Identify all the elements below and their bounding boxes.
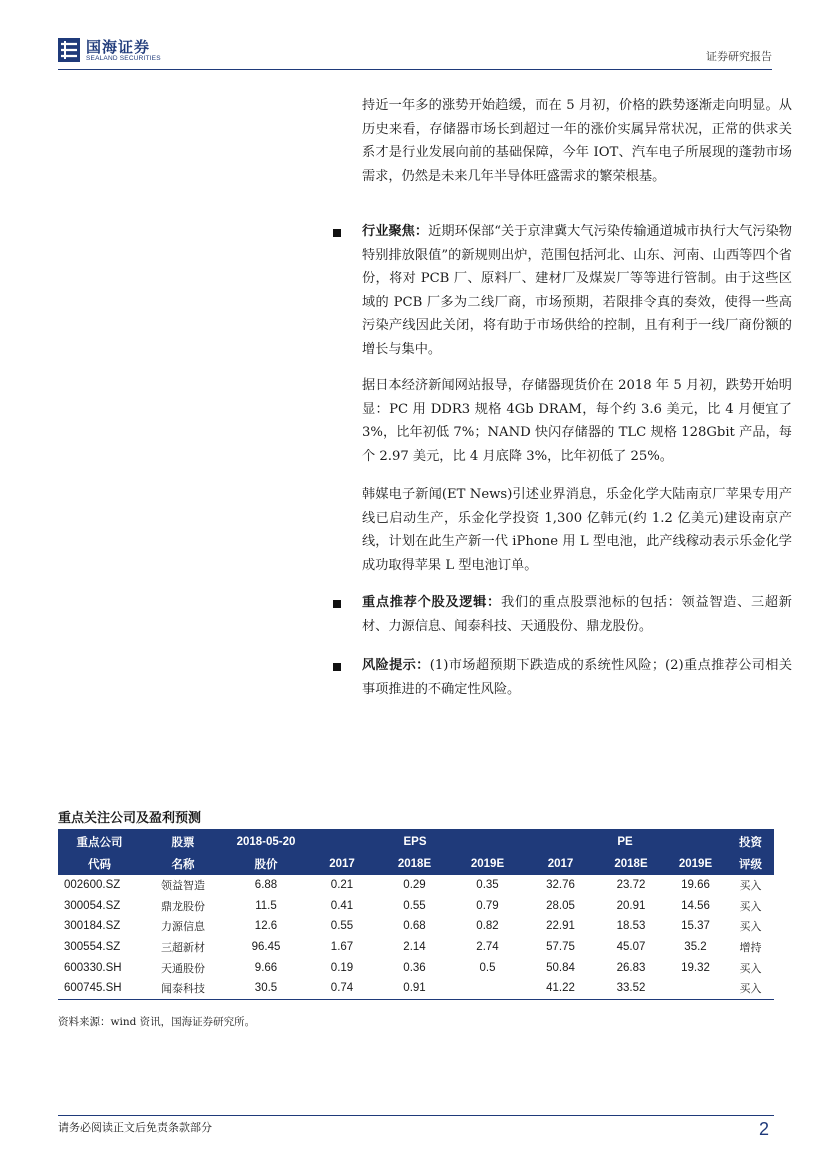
header-divider (58, 69, 772, 70)
cell-name: 领益智造 (161, 879, 205, 893)
risk-text: (1)市场超预期下跌造成的系统性风险；(2)重点推荐公司相关事项推进的不确定性风险。 (362, 658, 793, 697)
col-subheader: 名称 (141, 853, 225, 875)
cell-pe-2019e (664, 978, 727, 999)
cell-pe-2019e: 15.37 (681, 920, 710, 933)
cell-pe-2018e: 18.53 (616, 920, 646, 933)
cell-eps-2017: 0.21 (330, 879, 354, 892)
bullet-recommended-stocks (333, 600, 341, 608)
cell-eps-2018e: 0.68 (403, 920, 426, 933)
col-header-stock: 股票 (141, 830, 225, 853)
cell-rating: 买入 (739, 879, 762, 893)
forecast-table (58, 830, 774, 1000)
cell-pe-2019e: 19.32 (681, 961, 710, 974)
cell-eps-2018e: 0.36 (403, 961, 426, 974)
cell-rating: 买入 (739, 899, 762, 913)
paragraph-risk (362, 654, 792, 701)
table-header-row-2 (58, 853, 774, 875)
table-source: 资料来源：wind 资讯，国海证券研究所。 (58, 1016, 256, 1028)
table-header-row-1 (58, 830, 774, 853)
recommended-stocks-text: 我们的重点股票池标的包括：领益智造、三超新材、力源信息、闻泰科技、天通股份、鼎龙股份。 (362, 595, 792, 634)
cell-code: 600330.SH (64, 961, 122, 974)
logo-en-text: SEALAND SECURITIES (86, 55, 161, 62)
col-subheader: 2017 (307, 853, 377, 875)
cell-eps-2017: 0.74 (307, 978, 377, 999)
cell-pe-2018e: 23.72 (616, 879, 646, 892)
col-subheader: 代码 (58, 853, 141, 875)
bullet-risk (333, 663, 341, 671)
footer-divider (58, 1115, 774, 1116)
table-row (58, 916, 774, 937)
cell-name: 鼎龙股份 (161, 899, 205, 913)
col-header-code: 重点公司 (58, 830, 141, 853)
page-number: 2 (758, 1119, 769, 1139)
col-header-rating: 投资 (727, 830, 774, 853)
cell-eps-2017: 1.67 (330, 941, 354, 954)
cell-eps-2019e: 0.79 (476, 899, 499, 912)
table-row (58, 957, 774, 978)
cell-pe-2019e: 35.2 (684, 941, 707, 954)
cell-price: 30.5 (225, 978, 307, 999)
recommended-stocks-label: 重点推荐个股及逻辑： (362, 595, 501, 610)
cell-code: 002600.SZ (64, 879, 121, 892)
cell-price: 96.45 (251, 941, 281, 954)
cell-eps-2019e: 0.5 (479, 961, 496, 974)
cell-pe-2017: 22.91 (546, 920, 575, 933)
cell-pe-2019e: 14.56 (681, 899, 710, 912)
cell-pe-2018e: 33.52 (598, 978, 664, 999)
report-type: 证券研究报告 (706, 50, 772, 63)
industry-focus-text: 近期环保部“关于京津冀大气污染传输通道城市执行大气污染物特别排放限值”的新规则出炉，范围包括河北、山东、河南、山西等四个省份，将对 PCB 厂、原料厂、建材厂及煤炭厂等等进行管制。由于这些区域的 PCB 厂多为二线厂商，市场预期，若限排令真的奏效，使得一些高污染产线因此关闭，将有助于市场供给的控制，且有利于一线厂商份额的增长与集中。 (362, 224, 792, 357)
bullet-industry-focus (333, 229, 341, 237)
cell-pe-2017: 57.75 (546, 941, 575, 954)
cell-name: 力源信息 (161, 920, 205, 934)
cell-eps-2019e: 2.74 (476, 941, 499, 954)
table-row (58, 875, 774, 896)
cell-code: 600745.SH (58, 978, 141, 999)
cell-code: 300054.SZ (64, 899, 121, 912)
col-subheader: 2018E (377, 853, 452, 875)
cell-eps-2017: 0.55 (330, 920, 354, 933)
table-row (58, 978, 774, 999)
cell-pe-2018e: 20.91 (616, 899, 646, 912)
cell-eps-2018e: 0.91 (377, 978, 452, 999)
cell-pe-2018e: 45.07 (616, 941, 646, 954)
logo-cn-text: 国海证券 (86, 38, 151, 56)
cell-eps-2018e: 2.14 (403, 941, 426, 954)
cell-pe-2017: 41.22 (523, 978, 598, 999)
col-subheader: 2019E (664, 853, 727, 875)
page-header (58, 36, 772, 68)
sealand-logo (58, 36, 188, 66)
cell-pe-2017: 50.84 (546, 961, 575, 974)
cell-name: 三超新材 (161, 941, 205, 955)
cell-eps-2019e: 0.82 (476, 920, 499, 933)
col-header-pe: PE (523, 830, 727, 853)
col-subheader: 股价 (225, 853, 307, 875)
cell-pe-2017: 32.76 (546, 879, 575, 892)
cell-rating: 买入 (739, 920, 762, 934)
cell-eps-2019e: 0.35 (476, 879, 499, 892)
cell-name: 天通股份 (161, 961, 205, 975)
paragraph-recommended-stocks (362, 591, 792, 638)
paragraph-spot-price: 据日本经济新闻网站报导，存储器现货价在 2018 年 5 月初，跌势开始明显：PC 用 DDR3 规格 4Gb DRAM，每个约 3.6 美元，比 4 月便宜了 3%，比年初低 7%；NAND 快闪存储器的 TLC 规格 128Gbit 产品，每个 2.97 美元，比 4 月底降 3%，比年初低了 25%。 (362, 378, 792, 464)
table-title: 重点关注公司及盈利预测 (58, 811, 202, 826)
cell-price: 9.66 (254, 961, 278, 974)
cell-eps-2018e: 0.29 (403, 879, 426, 892)
col-subheader: 2019E (452, 853, 523, 875)
risk-label: 风险提示： (362, 658, 430, 673)
cell-pe-2018e: 26.83 (616, 961, 646, 974)
industry-focus-label: 行业聚焦： (362, 224, 429, 239)
paragraph-industry-focus (362, 220, 792, 361)
col-subheader: 2017 (523, 853, 598, 875)
col-header-date: 2018-05-20 (225, 830, 307, 853)
cell-rating: 增持 (739, 941, 762, 955)
cell-eps-2018e: 0.55 (403, 899, 426, 912)
cell-eps-2017: 0.41 (330, 899, 354, 912)
sealand-logo-icon (58, 38, 80, 62)
footer-disclaimer: 请务必阅读正文后免责条款部分 (58, 1121, 212, 1134)
cell-price: 11.5 (255, 899, 277, 912)
cell-code: 300554.SZ (64, 941, 121, 954)
paragraph-memory-market: 持近一年多的涨势开始趋缓，而在 5 月初，价格的跌势逐渐走向明显。从历史来看，存储器市场长到超过一年的涨价实属异常状况，正常的供求关系才是行业发展向前的基础保障，今年 IOT、汽车电子所展现的蓬勃市场需求，仍然是未来几年半导体旺盛需求的繁荣根基。 (362, 98, 792, 184)
col-subheader: 2018E (598, 853, 664, 875)
cell-pe-2019e: 19.66 (681, 879, 710, 892)
cell-eps-2017: 0.19 (330, 961, 354, 974)
col-subheader: 评级 (727, 853, 774, 875)
col-header-eps: EPS (307, 830, 523, 853)
cell-rating: 买入 (739, 961, 762, 975)
table-row (58, 937, 774, 958)
cell-rating: 买入 (727, 978, 774, 999)
paragraph-lg-chem: 韩媒电子新闻(ET News)引述业界消息，乐金化学大陆南京厂苹果专用产线已启动生产，乐金化学投资 1,300 亿韩元(约 1.2 亿美元)建设南京产线，计划在此生产新一代 iPhone 用 L 型电池，此产线稼动表示乐金化学成功取得苹果 L 型电池订单。 (362, 487, 792, 573)
cell-price: 12.6 (254, 920, 278, 933)
table-row (58, 896, 774, 917)
cell-price: 6.88 (254, 879, 278, 892)
cell-eps-2019e (452, 978, 523, 999)
cell-pe-2017: 28.05 (546, 899, 575, 912)
cell-name: 闻泰科技 (141, 978, 225, 999)
cell-code: 300184.SZ (64, 920, 121, 933)
